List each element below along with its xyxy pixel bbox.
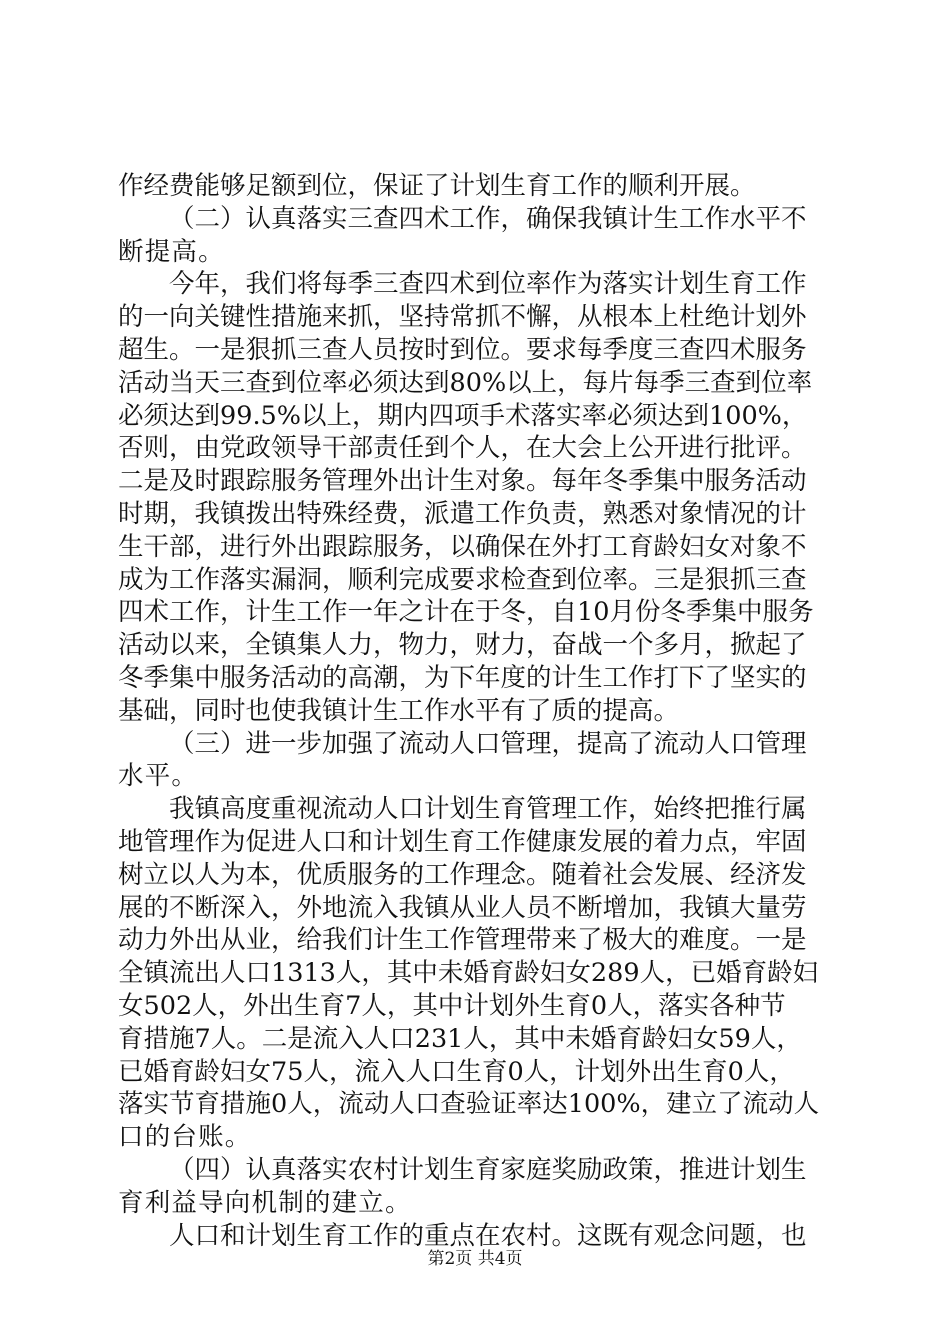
text-line: 我镇高度重视流动人口计划生育管理工作，始终把推行属 xyxy=(169,794,807,825)
text-line: 四术工作，计生工作一年之计在于冬，自10月份冬季集中服务 xyxy=(118,597,814,628)
text-line: （二）认真落实三查四术工作，确保我镇计生工作水平不 xyxy=(169,203,807,234)
text-line: 基础，同时也使我镇计生工作水平有了质的提高。 xyxy=(118,695,680,726)
text-line: 今年，我们将每季三查四术到位率作为落实计划生育工作 xyxy=(169,269,807,300)
text-line: 断提高。 xyxy=(118,236,225,267)
text-line: 动力外出从业，给我们计生工作管理带来了极大的难度。一是 xyxy=(118,925,807,956)
text-line: 超生。一是狠抓三查人员按时到位。要求每季度三查四术服务 xyxy=(118,334,807,365)
text-line: 人口和计划生育工作的重点在农村。这既有观念问题，也 xyxy=(169,1220,807,1251)
text-line: 育利益导向机制的建立。 xyxy=(118,1187,412,1218)
page-number-label: 第2页 共4页 xyxy=(427,1249,523,1269)
text-line: 全镇流出人口1313人，其中未婚育龄妇女289人，已婚育龄妇 xyxy=(118,958,819,989)
text-line: 作经费能够足额到位，保证了计划生育工作的顺利开展。 xyxy=(118,171,756,201)
text-line: 的一向关键性措施来抓，坚持常抓不懈，从根本上杜绝计划外 xyxy=(118,302,807,333)
text-line: 活动以来，全镇集人力，物力，财力，奋战一个多月，掀起了 xyxy=(118,630,807,661)
text-line: 成为工作落实漏洞，顺利完成要求检查到位率。三是狠抓三查 xyxy=(118,564,807,595)
text-line: 二是及时跟踪服务管理外出计生对象。每年冬季集中服务活动 xyxy=(118,466,807,497)
text-line: 地管理作为促进人口和计划生育工作健康发展的着力点，牢固 xyxy=(118,826,807,857)
text-line: 冬季集中服务活动的高潮，为下年度的计生工作打下了坚实的 xyxy=(118,662,807,693)
text-line: 落实节育措施0人，流动人口查验证率达100%，建立了流动人 xyxy=(118,1089,820,1120)
text-line: 水平。 xyxy=(118,761,199,792)
page-footer xyxy=(0,1244,950,1269)
text-line: 必须达到99.5%以上，期内四项手术落实率必须达到100%， xyxy=(118,400,808,431)
text-line: 育措施7人。二是流入人口231人，其中未婚育龄妇女59人， xyxy=(118,1023,802,1054)
text-line: 活动当天三查到位率必须达到80%以上，每片每季三查到位率 xyxy=(118,367,813,398)
text-line: 已婚育龄妇女75人，流入人口生育0人，计划外出生育0人， xyxy=(118,1056,795,1087)
text-line: 否则，由党政领导干部责任到个人，在大会上公开进行批评。 xyxy=(118,433,807,464)
text-line: （四）认真落实农村计划生育家庭奖励政策，推进计划生 xyxy=(169,1154,807,1185)
text-line: 树立以人为本，优质服务的工作理念。随着社会发展、经济发 xyxy=(118,859,807,890)
text-line: 生干部，进行外出跟踪服务，以确保在外打工育龄妇女对象不 xyxy=(118,531,807,562)
text-line: 展的不断深入，外地流入我镇从业人员不断增加，我镇大量劳 xyxy=(118,892,807,923)
text-line: 女502人，外出生育7人，其中计划外生育0人，落实各种节 xyxy=(118,990,786,1021)
text-line: （三）进一步加强了流动人口管理，提高了流动人口管理 xyxy=(169,728,807,759)
text-line: 时期，我镇拨出特殊经费，派遣工作负责，熟悉对象情况的计 xyxy=(118,498,807,529)
document-body xyxy=(118,170,834,1252)
text-line: 口的台账。 xyxy=(118,1122,252,1153)
